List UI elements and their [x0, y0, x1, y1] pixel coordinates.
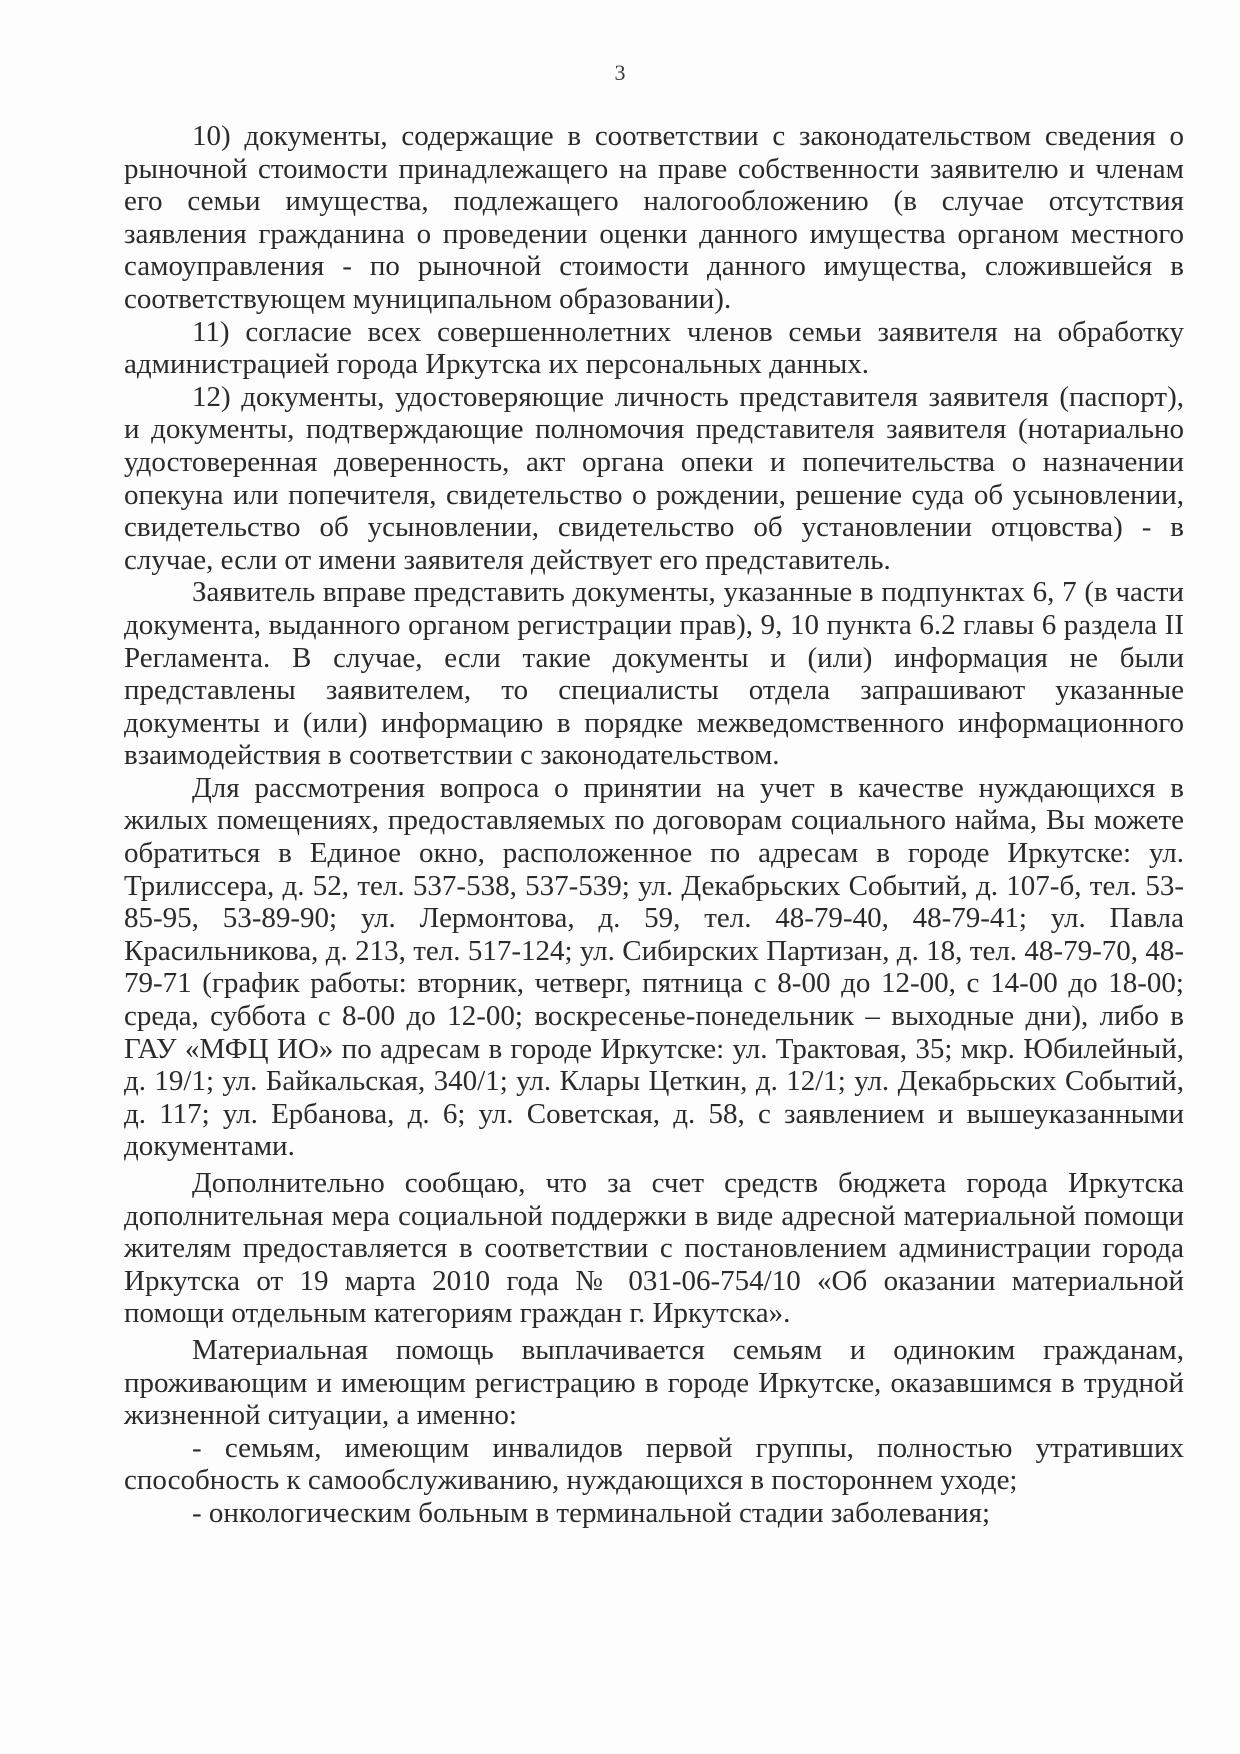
- paragraph-single-window-addresses: Для рассмотрения вопроса о принятии на учет в качестве нуждающихся в жилых помещениях, предоставляемых по договорам социального найма, Вы можете обратиться в Единое окно, расположенное по адресам в городе Иркутске: ул. Трилиссера, д. 52, тел. 537-538, 537-539; ул. Декабрьских Событий, д. 107-б, тел. 53-85-95, 53-89-90; ул. Лермонтова, д. 59, тел. 48-79-40, 48-79-41; ул. Павла Красильникова, д. 213, тел. 517-124; ул. Сибирских Партизан, д. 18, тел. 48-79-70, 48-79-71 (график работы: вторник, четверг, пятница с 8-00 до 12-00, с 14-00 до 18-00; среда, суббота с 8-00 до 12-00; воскресенье-понедельник – выходные дни), либо в ГАУ «МФЦ ИО» по адресам в городе Иркутске: ул. Трактовая, 35; мкр. Юбилейный, д. 19/1; ул. Байкальская, 340/1; ул. Клары Цеткин, д. 12/1; ул. Декабрьских Событий, д. 117; ул. Ербанова, д. 6; ул. Советская, д. 58, с заявлением и вышеуказанными документами.: [124, 771, 1184, 1163]
- paragraph-material-aid: Материальная помощь выплачивается семьям и одиноким гражданам, проживающим и имеющим регистрацию в городе Иркутске, оказавшимся в трудной жизненной ситуации, а именно:: [124, 1333, 1184, 1432]
- document-body: [124, 120, 1184, 1530]
- page-number: 3: [614, 60, 626, 85]
- paragraph-item-10: 10) документы, содержащие в соответствии с законодательством сведения о рыночной стоимости принадлежащего на праве собственности заявителю и членам его семьи имущества, подлежащего налогообложению (в случае отсутствия заявления гражданина о проведении оценки данного имущества органом местного самоуправления - по рыночной стоимости данного имущества, сложившейся в соответствующем муниципальном образовании).: [124, 120, 1184, 315]
- paragraph-applicant-rights: Заявитель вправе представить документы, указанные в подпунктах 6, 7 (в части документа, выданного органом регистрации прав), 9, 10 пункта 6.2 главы 6 раздела II Регламента. В случае, если такие документы и (или) информация не были представлены заявителем, то специалисты отдела запрашивают указанные документы и (или) информацию в порядке межведомственного информационного взаимодействия в соответствии с законодательством.: [124, 576, 1184, 772]
- paragraph-additional-support: Дополнительно сообщаю, что за счет средств бюджета города Иркутска дополнительная мера социальной поддержки в виде адресной материальной помощи жителям предоставляется в соответствии с постановлением администрации города Иркутска от 19 марта 2010 года № 031-06-754/10 «Об оказании материальной помощи отдельным категориям граждан г. Иркутска».: [124, 1167, 1184, 1330]
- list-item-disabled-families: - семьям, имеющим инвалидов первой группы, полностью утративших способность к самообслуживанию, нуждающихся в постороннем уходе;: [124, 1431, 1184, 1497]
- paragraph-item-11: 11) согласие всех совершеннолетних членов семьи заявителя на обработку администрацией города Иркутска их персональных данных.: [124, 315, 1184, 381]
- paragraph-item-12: 12) документы, удостоверяющие личность представителя заявителя (паспорт), и документы, подтверждающие полномочия представителя заявителя (нотариально удостоверенная доверенность, акт органа опеки и попечительства о назначении опекуна или попечителя, свидетельство о рождении, решение суда об усыновлении, свидетельство об усыновлении, свидетельство об установлении отцовства) - в случае, если от имени заявителя действует его представитель.: [124, 380, 1184, 576]
- list-item-oncology-patients: - онкологическим больным в терминальной стадии заболевания;: [192, 1496, 991, 1529]
